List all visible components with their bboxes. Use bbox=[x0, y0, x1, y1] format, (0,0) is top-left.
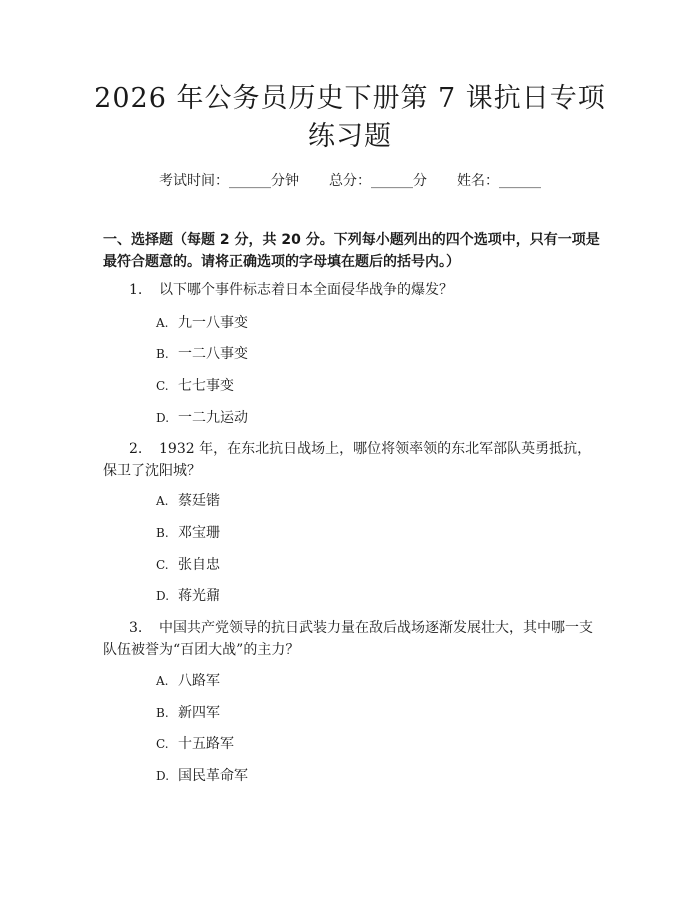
question-number: 3. bbox=[129, 620, 143, 636]
total-score-field: 总分：______分 bbox=[329, 173, 427, 189]
option-text: 十五路军 bbox=[178, 736, 234, 752]
option-letter: A. bbox=[156, 494, 169, 508]
question-number: 1. bbox=[129, 282, 143, 298]
option-1b bbox=[156, 343, 248, 365]
question-number: 2. bbox=[129, 441, 143, 457]
exam-time-field: 考试时间：______分钟 bbox=[159, 173, 299, 189]
option-3b bbox=[156, 702, 220, 724]
option-letter: B. bbox=[156, 706, 169, 720]
question-3 bbox=[103, 617, 603, 661]
option-letter: A. bbox=[156, 316, 169, 330]
question-text: 中国共产党领导的抗日武装力量在敌后战场逐渐发展壮大，其中哪一支队伍被誉为“百团大战”的主力？ bbox=[103, 620, 593, 658]
section-heading: 一、选择题（每题 2 分，共 20 分。下列每小题列出的四个选项中，只有一项是最符合题意的。请将正确选项的字母填在题后的括号内。） bbox=[103, 232, 600, 270]
option-letter: D. bbox=[156, 589, 170, 603]
option-text: 七七事变 bbox=[178, 378, 234, 394]
option-2b bbox=[156, 522, 220, 544]
question-2 bbox=[103, 438, 603, 482]
option-letter: A. bbox=[156, 674, 169, 688]
option-letter: D. bbox=[156, 769, 170, 783]
option-2a bbox=[156, 490, 220, 512]
option-text: 邓宝珊 bbox=[178, 525, 220, 541]
exam-meta bbox=[0, 170, 700, 190]
question-text: 1932 年，在东北抗日战场上，哪位将领率领的东北军部队英勇抵抗，保卫了沈阳城？ bbox=[103, 441, 592, 479]
option-text: 蒋光鼐 bbox=[178, 588, 220, 604]
option-3c bbox=[156, 733, 234, 755]
option-3a bbox=[156, 670, 220, 692]
option-1d bbox=[156, 407, 248, 429]
option-2d bbox=[156, 585, 220, 607]
option-letter: D. bbox=[156, 411, 170, 425]
option-letter: C. bbox=[156, 737, 169, 751]
option-1a bbox=[156, 312, 248, 334]
option-letter: C. bbox=[156, 379, 169, 393]
option-text: 九一八事变 bbox=[178, 315, 248, 331]
option-2c bbox=[156, 554, 220, 576]
option-text: 国民革命军 bbox=[178, 768, 248, 784]
option-letter: B. bbox=[156, 526, 169, 540]
option-letter: B. bbox=[156, 347, 169, 361]
question-1 bbox=[103, 279, 603, 301]
option-text: 一二八事变 bbox=[178, 346, 248, 362]
name-field: 姓名：______ bbox=[457, 173, 541, 189]
option-text: 新四军 bbox=[178, 705, 220, 721]
option-text: 一二九运动 bbox=[178, 410, 248, 426]
option-text: 八路军 bbox=[178, 673, 220, 689]
option-text: 蔡廷锴 bbox=[178, 493, 220, 509]
option-letter: C. bbox=[156, 558, 169, 572]
question-text: 以下哪个事件标志着日本全面侵华战争的爆发？ bbox=[159, 282, 453, 298]
page-title: 2026 年公务员历史下册第 7 课抗日专项练习题 bbox=[94, 83, 606, 152]
option-text: 张自忠 bbox=[178, 557, 220, 573]
option-1c bbox=[156, 375, 234, 397]
option-3d bbox=[156, 765, 248, 787]
